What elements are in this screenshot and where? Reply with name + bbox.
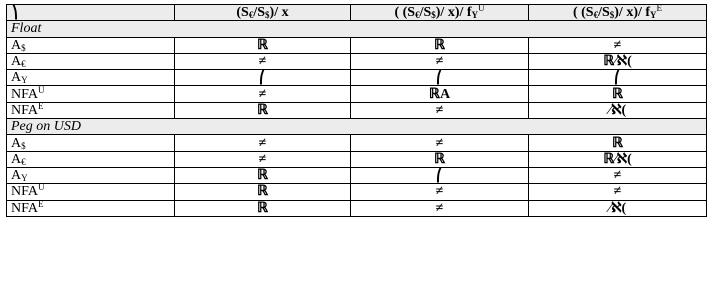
- table-cell: ≠: [175, 86, 351, 102]
- table-row: [7, 184, 707, 200]
- table-cell: ℝ: [529, 86, 707, 102]
- row-label: $A_€$: [7, 53, 175, 69]
- row-label: $NFA^E$: [7, 200, 175, 216]
- table-row: [7, 37, 707, 53]
- table-cell: ≠: [351, 102, 529, 118]
- table-cell: ℝ: [175, 102, 351, 118]
- table-cell: ⎛: [175, 70, 351, 86]
- table-cell: ⎛: [351, 167, 529, 183]
- row-label: $NFA^U$: [7, 184, 175, 200]
- row-label: $A_{\$}$: [7, 37, 175, 53]
- section-title: Float: [7, 21, 707, 37]
- table-cell: ≠: [175, 135, 351, 151]
- table-cell: ⎛: [529, 70, 707, 86]
- section-row: [7, 119, 707, 135]
- row-label: $NFA^E$: [7, 102, 175, 118]
- table-row: [7, 167, 707, 183]
- table-cell: ℝ: [351, 37, 529, 53]
- section-row: [7, 21, 707, 37]
- table-cell: ℝ: [175, 167, 351, 183]
- table-cell: ⁄ℵ(: [529, 102, 707, 118]
- row-label: $A_Y$: [7, 70, 175, 86]
- row-label: $A_{\$}$: [7, 135, 175, 151]
- table-cell: ⁄ℵ(: [529, 200, 707, 216]
- table-row: [7, 70, 707, 86]
- table-row: [7, 53, 707, 69]
- table-row: [7, 102, 707, 118]
- row-label: $A_Y$: [7, 167, 175, 183]
- table-cell: ≠: [175, 151, 351, 167]
- row-label: $NFA^U$: [7, 86, 175, 102]
- header-cell-1: $(S_€/S_{\$})/$ x: [175, 5, 351, 21]
- table-cell: ℝ: [175, 200, 351, 216]
- table-cell: ℝ: [175, 37, 351, 53]
- header-row: [7, 5, 707, 21]
- table-cell: ≠: [529, 167, 707, 183]
- results-table: [6, 4, 707, 217]
- section-title: Peg on USD: [7, 119, 707, 135]
- table-cell: ℝ: [529, 135, 707, 151]
- table-body: [7, 21, 707, 217]
- table-cell: ≠: [351, 200, 529, 216]
- table-cell: ≠: [529, 37, 707, 53]
- table-cell: ℝ⁄ℵ(: [529, 53, 707, 69]
- table-row: [7, 86, 707, 102]
- table-cell: ≠: [351, 184, 529, 200]
- table-cell: ℝ⁄ℵ(: [529, 151, 707, 167]
- header-cell-3: ( $(S_€/S_{\$})/$ x)/ $f_Y^E$: [529, 5, 707, 21]
- table-cell: ≠: [529, 184, 707, 200]
- header-cell-stub: ⎞: [7, 5, 175, 21]
- table-cell: ≠: [351, 135, 529, 151]
- row-label: $A_€$: [7, 151, 175, 167]
- table-cell: ℝ: [351, 151, 529, 167]
- table-row: [7, 200, 707, 216]
- table-row: [7, 151, 707, 167]
- table-row: [7, 135, 707, 151]
- table-cell: ≠: [351, 53, 529, 69]
- table-cell: ℝ: [175, 184, 351, 200]
- header-cell-2: ( $(S_€/S_{\$})/$ x)/ $f_Y^U$: [351, 5, 529, 21]
- table-cell: ≠: [175, 53, 351, 69]
- table-cell: ⎛: [351, 70, 529, 86]
- table-cell: ℝA: [351, 86, 529, 102]
